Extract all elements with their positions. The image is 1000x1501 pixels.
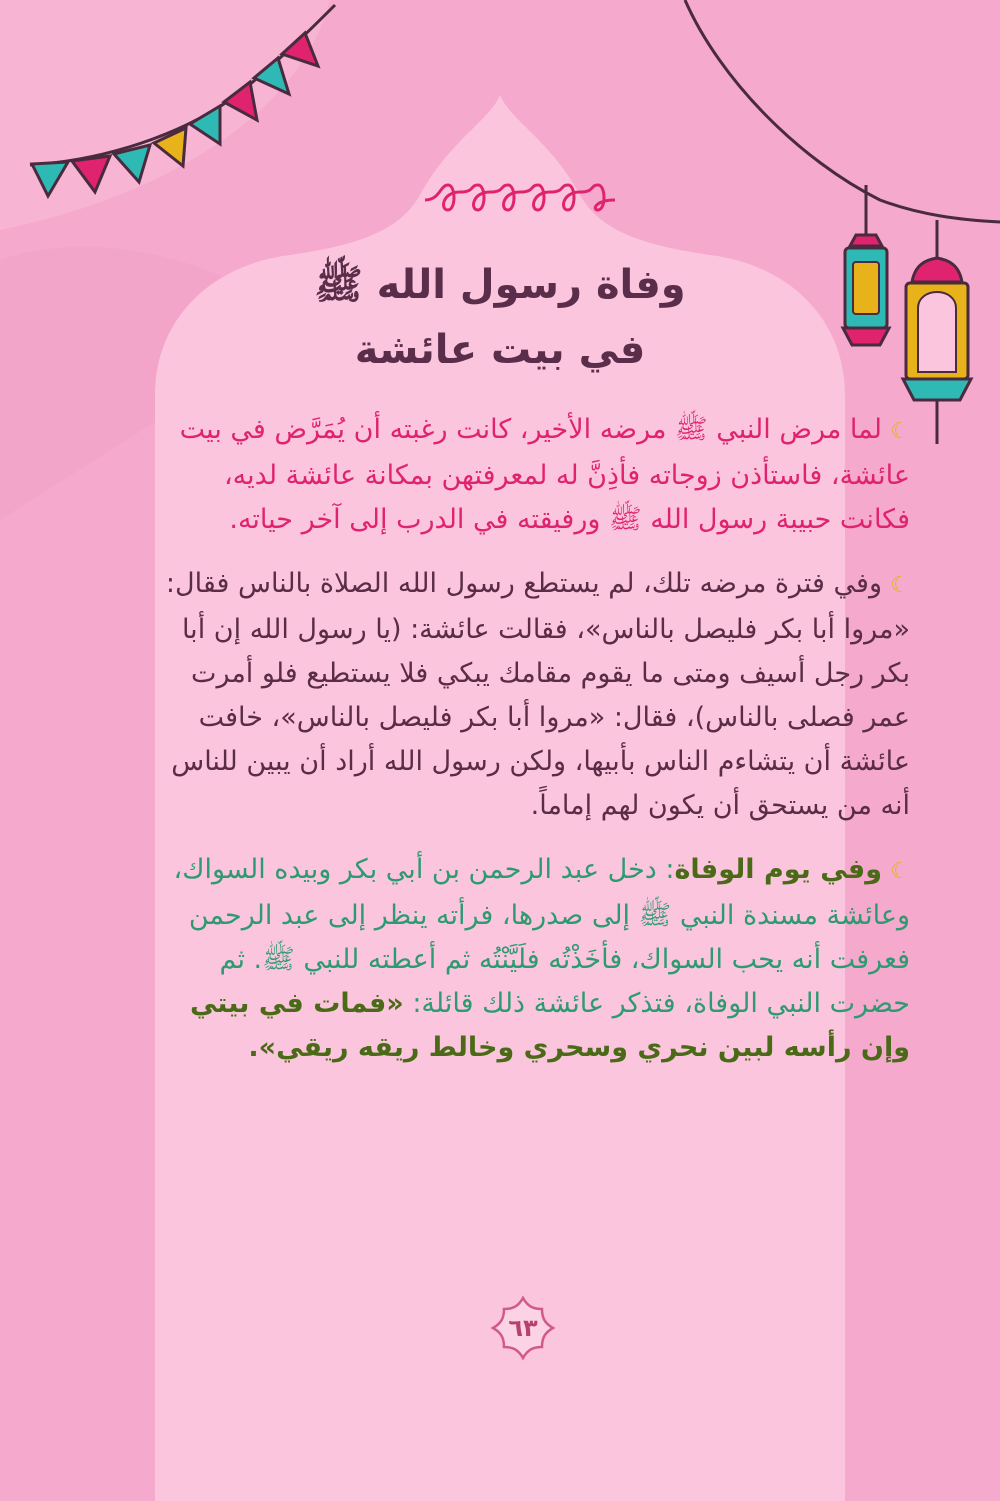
page-number: ٦٣ xyxy=(508,1314,538,1342)
paragraph-3-quote: «فمات في بيتي وإن رأسه لبين نحري وسحري وخالط ريقه ريقي». xyxy=(189,988,910,1063)
page-number-badge xyxy=(490,1295,556,1361)
crescent-moon-icon: ☾ xyxy=(890,573,910,598)
paragraph-3 xyxy=(165,848,910,1070)
swirl-ornament-icon xyxy=(420,180,620,220)
page-title-line2: في بيت عائشة xyxy=(354,327,646,373)
paragraph-2 xyxy=(165,562,910,828)
page-title-line1: وفاة رسول الله ﷺ xyxy=(314,262,686,308)
text-body xyxy=(165,408,910,1090)
paragraph-1 xyxy=(165,408,910,542)
paragraph-1-text: لما مرض النبي ﷺ مرضه الأخير، كانت رغبته أن يُمَرَّض في بيت عائشة، فاستأذن زوجاته فأذِنَّ له لمعرفتهن بمكانة عائشة لديه، فكانت حبيبة رسول الله ﷺ ورفيقته في الدرب إلى آخر حياته. xyxy=(179,414,910,535)
paragraph-3-text: : دخل عبد الرحمن بن أبي بكر وبيده السواك، وعائشة مسندة النبي ﷺ إلى صدرها، فرأته ينظر إلى عبد الرحمن فعرفت أنه يحب السواك، فأخَذْتُه فلَيَّنْتُه ثم أعطته للنبي ﷺ. ثم حضرت النبي الوفاة، فتذكر عائشة ذلك قائلة: xyxy=(173,854,910,1019)
paragraph-2-text: وفي فترة مرضه تلك، لم يستطع رسول الله الصلاة بالناس فقال: «مروا أبا بكر فليصل بالناس»، فقالت عائشة: (يا رسول الله إن أبا بكر رجل أسيف ومتى ما يقوم مقامك يبكي فلا يستطيع فلو أمرت عمر فصلى بالناس)، فقال: «مروا أبا بكر فليصل بالناس»، خافت عائشة أن يتشاءم الناس بأبيها، ولكن رسول الله أراد أن يبين للناس أنه من يستحق أن يكون لهم إماماً. xyxy=(165,568,910,821)
crescent-moon-icon: ☾ xyxy=(890,419,910,444)
crescent-moon-icon: ☾ xyxy=(890,859,910,884)
paragraph-3-lead: وفي يوم الوفاة xyxy=(674,854,882,885)
